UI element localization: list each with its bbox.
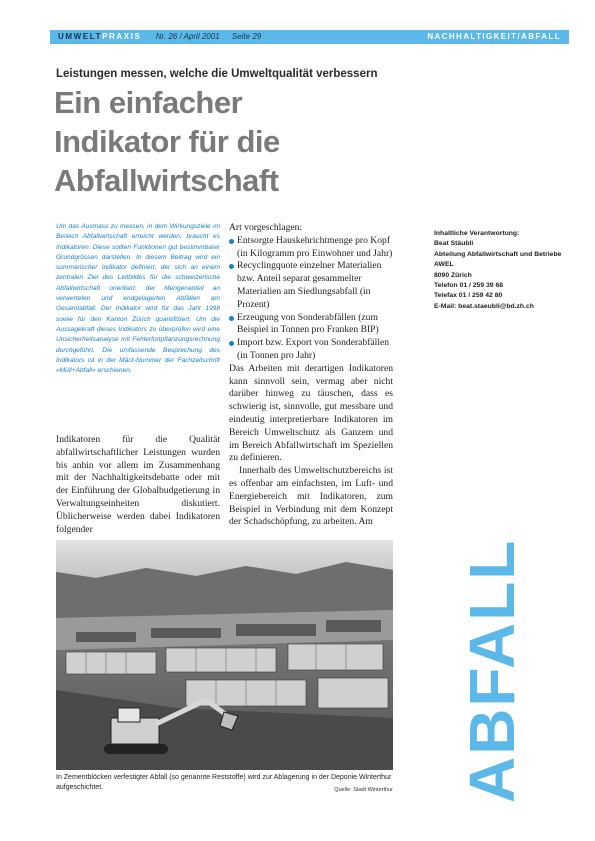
header-bar (50, 30, 569, 44)
photo-source: Quelle: Stadt Winterthur (334, 787, 393, 793)
contact-email: E-Mail: beat.staeubli@bd.zh.ch (434, 302, 534, 310)
bullet-intro: Art vorgeschlagen: (229, 222, 303, 233)
indicator-list (229, 235, 393, 363)
landfill-photo-illustration (56, 540, 393, 770)
photo-caption: In Zementblöcken verfestigter Abfall (so genannte Reststoffe) wird zur Ablagerung in der Deponie Winterthur aufgeschichtet. (56, 774, 392, 791)
list-item: Import bzw. Export von Sonderabfällen (in Tonnen pro Jahr) (229, 337, 393, 363)
contact-heading: Inhaltliche Verantwortung: (434, 230, 520, 237)
list-item: Recyclingquote einzelner Materialien bzw. Anteil separat gesammelter Materialien am Siedlungsabfall (in Prozent) (229, 260, 393, 311)
side-label-text: ABFALL (456, 538, 528, 803)
contact-department: Abteilung Abfallwirtschaft und Betriebe (434, 250, 562, 258)
body-paragraph: Innerhalb des Umweltschutzbereichs ist es offenbar am einfachsten, im Luft- und Energiebereich mit Indikatoren, zum Beispiel in Verbindung mit dem Konzept der Schadschöpfung, zu arbeiten. Am (229, 465, 393, 528)
landfill-photo (56, 540, 393, 770)
contact-fax: Telefax 01 / 259 42 80 (434, 292, 503, 300)
contact-box (434, 229, 574, 312)
page-number: Seite 29 (231, 32, 262, 41)
contact-city: 8090 Zürich (434, 271, 472, 279)
article-kicker: Leistungen messen, welche die Umweltqualität verbessern (56, 68, 378, 80)
contact-name: Beat Stäubli (434, 240, 474, 248)
brand-praxis: PRAXIS (102, 32, 142, 41)
title-line: Indikator für die (54, 124, 280, 159)
article-lead: Um das Ausmass zu messen, in dem Wirkungsziele im Bereich Abfallwirtschaft erreicht werden, braucht es Indikatoren. Diese sollten Funktionen gut bestimmbarer Grundgrössen darstellen. In diesem Beitrag wird ein summarischer Indikator definiert, der sich an einem zentralen Ziel des Leitbildes für die schweizerische Abfallwirtschaft orientiert: der Mengenanteil an verwerteten und endgelagerten Abfällen am Gesamtabfall. Der Indikator wird für das Jahr 1998 sowie für den Kanton Zürich quantifiziert. Um die Aussagekraft dieses Indikators zu überprüfen wird eine Unsicherheitsanalyse mit Fehlerfortpflanzungsrechnung durchgeführt. Die umfassende Besprechung des Indikators ist in der März-Nummer der Fachzeitschrift «Müll+Abfall» erschienen. (56, 223, 220, 375)
list-item: Erzeugung von Sonderabfällen (zum Beispiel in Tonnen pro Franken BIP) (229, 312, 393, 338)
title-line: Abfallwirtschaft (54, 163, 279, 198)
contact-office: AWEL (434, 261, 454, 269)
publication-info (58, 31, 261, 43)
side-section-label (455, 530, 595, 810)
brand-umwelt: UMWELT (58, 32, 103, 41)
article-title (54, 83, 414, 200)
body-paragraph: Das Arbeiten mit derartigen Indikatoren kann sinnvoll sein, vermag aber nicht darüber hinweg zu täuschen, dass es schwierig ist, sinnvolle, gut messbare und eindeutig interpretierbare Indikatoren im Bereich Umweltschutz als Ganzem und im Bereich Abfallwirtschaft im Speziellen zu definieren. (229, 362, 393, 464)
body-column-1: Indikatoren für die Qualität abfallwirtschaftlicher Leistungen wurden bis anhin vor allem im Zusammenhang mit der Nachhaltigkeitsdebatte oder mit der Einführung der Globalbudgetierung in Verwaltungseinheiten diskutiert. Üblicherweise werden dabei Indikatoren folgender (56, 434, 220, 535)
title-line: Ein einfacher (54, 85, 243, 120)
list-item: Entsorgte Hauskehrichtmenge pro Kopf (in Kilogramm pro Einwohner und Jahr) (229, 235, 393, 261)
issue-number: Nr. 26 / April 2001 (155, 32, 220, 41)
section-label: NACHHALTIGKEIT/ABFALL (427, 32, 561, 41)
contact-phone: Telefon 01 / 259 39 68 (434, 282, 504, 290)
body-column-2 (229, 222, 393, 529)
